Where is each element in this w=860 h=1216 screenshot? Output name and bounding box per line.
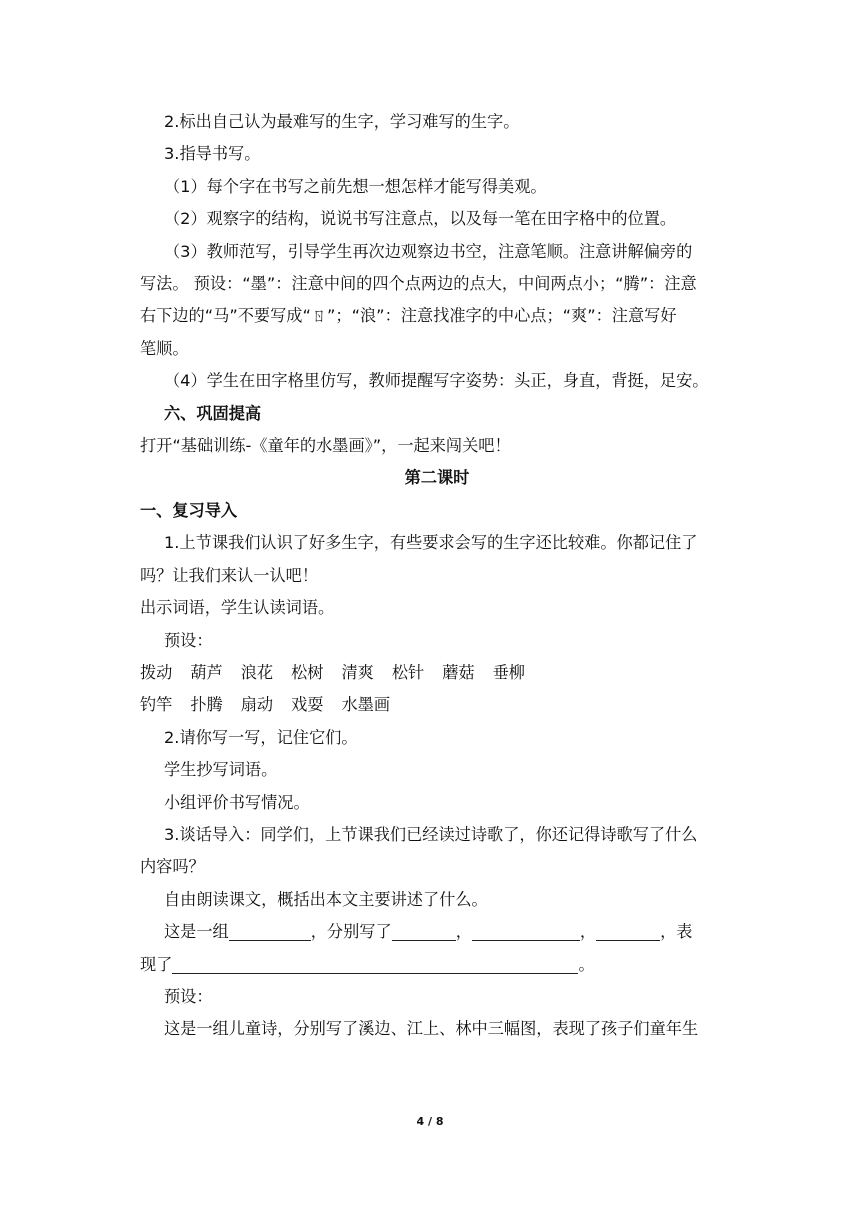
word: 水墨画 xyxy=(341,695,391,715)
paragraph: 预设： xyxy=(164,630,213,650)
text: ，表 xyxy=(660,922,693,942)
paragraph: 出示词语，学生认读词语。 xyxy=(140,598,335,618)
paragraph: 内容吗？ xyxy=(140,857,205,877)
section-heading: 六、巩固提高 xyxy=(164,403,262,423)
paragraph: 这是一组儿童诗，分别写了溪边、江上、林中三幅图，表现了孩子们童年生 xyxy=(164,1019,699,1039)
word: 清爽 xyxy=(341,662,374,682)
word: 葫芦 xyxy=(190,662,223,682)
page-number: 4 / 8 xyxy=(416,1115,444,1128)
blank-5 xyxy=(172,953,578,974)
text: ， xyxy=(455,922,472,942)
paragraph: （3）教师范写，引导学生再次边观察边书空，注意笔顺。注意讲解偏旁的 xyxy=(164,241,693,261)
paragraph: 打开“基础训练-《童年的水墨画》”，一起来闯关吧！ xyxy=(140,436,511,456)
word: 钓竿 xyxy=(140,695,173,715)
text: 这是一组 xyxy=(164,922,229,942)
text: 。 xyxy=(578,954,595,974)
paragraph: 1.上节课我们认识了好多生字，有些要求会写的生字还比较难。你都记住了 xyxy=(164,533,698,553)
paragraph: 2.请你写一写，记住它们。 xyxy=(164,727,358,747)
word-list xyxy=(140,657,734,689)
paragraph: 3.谈话导入：同学们，上节课我们已经读过诗歌了，你还记得诗歌写了什么 xyxy=(164,824,698,844)
blank-3 xyxy=(472,920,580,941)
fill-in-sentence-cont xyxy=(140,949,734,981)
paragraph: 吗？让我们来认一认吧！ xyxy=(140,565,319,585)
lesson-title: 第二课时 xyxy=(404,468,470,488)
paragraph: 学生抄写词语。 xyxy=(164,760,278,780)
paragraph: 自由朗读课文，概括出本文主要讲述了什么。 xyxy=(164,889,488,909)
word-list xyxy=(140,689,734,721)
paragraph: 小组评价书写情况。 xyxy=(164,792,310,812)
paragraph: 2.标出自己认为最难写的生字，学习难写的生字。 xyxy=(164,112,520,131)
paragraph: 右下边的“马”不要写成“ㄖ”；“浪”：注意找准字的中心点；“爽”：注意写好 xyxy=(140,306,677,326)
paragraph: 预设： xyxy=(164,986,213,1006)
word: 蘑菇 xyxy=(442,662,475,682)
word: 戏耍 xyxy=(291,695,324,715)
text: 现了 xyxy=(140,954,173,974)
word: 拨动 xyxy=(140,662,173,682)
word: 垂柳 xyxy=(492,662,525,682)
paragraph: 写法。 预设：“墨”：注意中间的四个点两边的点大，中间两点小；“腾”：注意 xyxy=(140,274,697,294)
section-heading: 一、复习导入 xyxy=(140,500,238,520)
word: 扇动 xyxy=(240,695,274,715)
blank-2 xyxy=(392,920,456,941)
word: 浪花 xyxy=(240,662,274,682)
text: ， xyxy=(579,922,597,942)
paragraph: 笔顺。 xyxy=(140,338,189,358)
word: 松针 xyxy=(391,662,425,682)
paragraph: （4）学生在田字格里仿写，教师提醒写字姿势：头正，身直，背挺，足安。 xyxy=(164,371,709,391)
blank-4 xyxy=(596,920,660,941)
word: 扑腾 xyxy=(190,695,223,715)
fill-in-sentence xyxy=(164,916,734,948)
paragraph: （1）每个字在书写之前先想一想怎样才能写得美观。 xyxy=(164,176,547,196)
blank-1 xyxy=(229,920,311,941)
paragraph: 3.指导书写。 xyxy=(164,144,261,164)
text: ，分别写了 xyxy=(310,922,392,942)
paragraph: （2）观察字的结构，说说书写注意点，以及每一笔在田字格中的位置。 xyxy=(164,209,677,229)
word: 松树 xyxy=(291,662,324,682)
page-content xyxy=(140,106,734,1046)
